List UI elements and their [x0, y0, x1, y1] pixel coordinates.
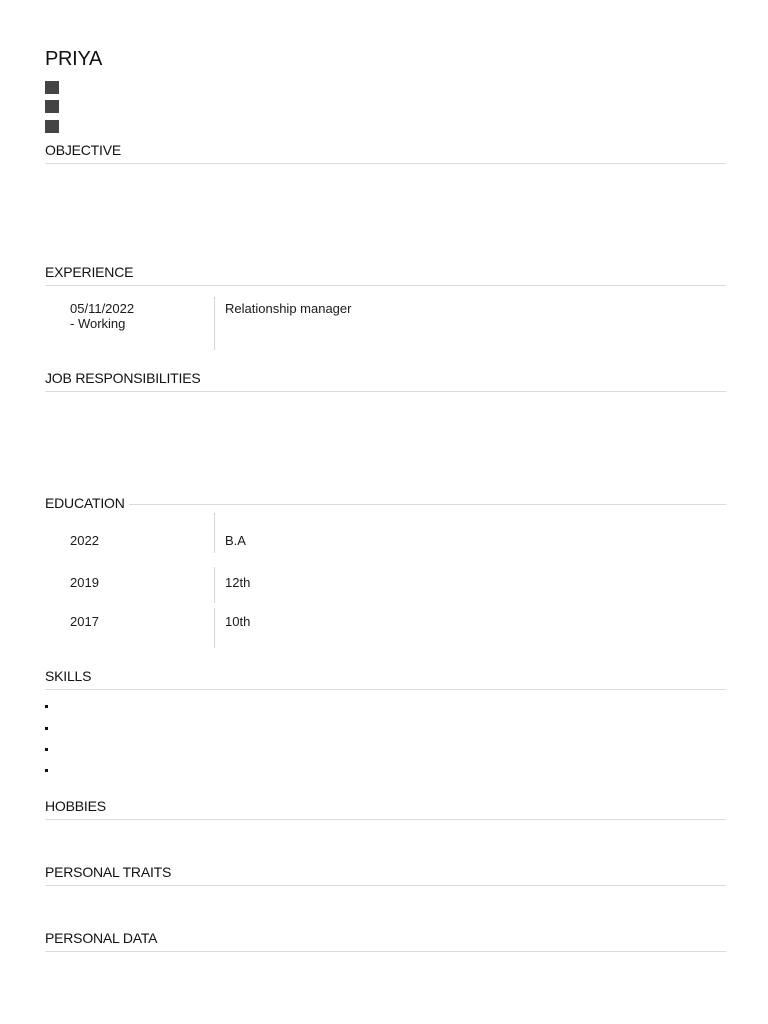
- section-hobbies: [45, 798, 726, 820]
- experience-divider: [214, 297, 215, 350]
- experience-title: Relationship manager: [225, 301, 352, 316]
- section-objective-label: OBJECTIVE: [45, 142, 124, 158]
- education-year: 2017: [70, 614, 99, 629]
- skill-bullet: [45, 748, 48, 751]
- section-personal-data-label: PERSONAL DATA: [45, 930, 160, 946]
- education-year: 2019: [70, 575, 99, 590]
- section-experience: [45, 264, 726, 286]
- education-year: 2022: [70, 533, 99, 548]
- section-education: [45, 495, 726, 516]
- education-divider: [214, 608, 215, 648]
- section-hobbies-label: HOBBIES: [45, 798, 109, 814]
- phone-icon: [45, 81, 59, 94]
- section-personal-traits: [45, 864, 726, 886]
- skill-bullet: [45, 769, 48, 772]
- education-degree: B.A: [225, 533, 246, 548]
- education-divider: [214, 567, 215, 603]
- experience-date: [70, 301, 134, 331]
- section-personal-data: [45, 930, 726, 952]
- address-icon: [45, 120, 59, 133]
- resume-page: [45, 0, 726, 1024]
- section-job-responsibilities-label: JOB RESPONSIBILITIES: [45, 370, 204, 386]
- education-divider: [214, 513, 215, 553]
- section-personal-traits-label: PERSONAL TRAITS: [45, 864, 174, 880]
- section-job-responsibilities: [45, 370, 726, 392]
- education-degree: 10th: [225, 614, 251, 629]
- section-objective: [45, 142, 726, 164]
- skill-bullet: [45, 727, 48, 730]
- section-skills: [45, 668, 726, 690]
- section-experience-label: EXPERIENCE: [45, 264, 136, 280]
- section-skills-label: SKILLS: [45, 668, 94, 684]
- email-icon: [45, 100, 59, 113]
- education-degree: 12th: [225, 575, 251, 590]
- experience-start-date: 05/11/2022: [70, 301, 135, 316]
- experience-status: - Working: [70, 316, 126, 331]
- skill-bullet: [45, 705, 48, 708]
- candidate-name: PRIYA: [45, 48, 103, 70]
- section-education-label: EDUCATION: [45, 495, 128, 511]
